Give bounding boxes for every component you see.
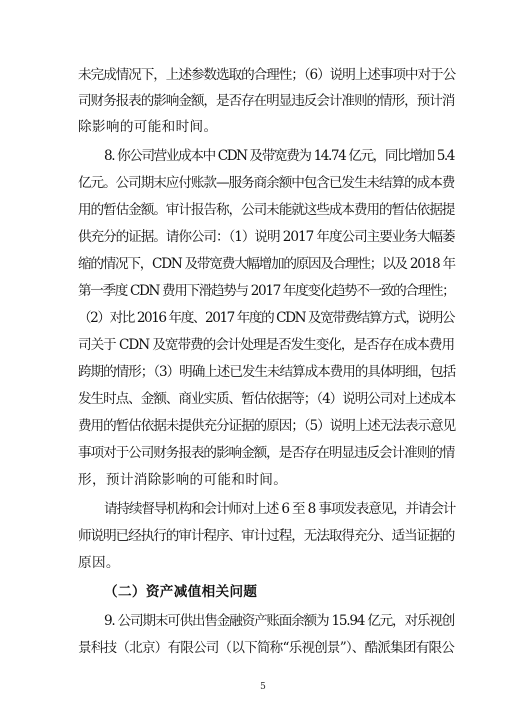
text-line: 供充分的证据。请你公司：（1）说明 2017 年度公司主要业务大幅萎 <box>78 229 455 245</box>
text-line: 跨期的情形；（3）明确上述已发生未结算成本费用的具体明细，包括 <box>78 364 456 380</box>
paragraph-8-first-line: 8. 你公司营业成本中 CDN 及带宽费为 14.74 亿元，同比增加 5.4 <box>104 148 454 164</box>
text-line: 未完成情况下，上述参数选取的合理性；（6）说明上述事项中对于公 <box>78 67 456 83</box>
text-line: （2）对比 2016 年度、2017 年度的 CDN 及宽带费结算方式，说明公 <box>78 310 454 326</box>
text-line: 形，预计消除影响的可能和时间。 <box>78 472 288 488</box>
text-line: 除影响的可能和时间。 <box>78 119 218 135</box>
text-line: 用的暂估金额。审计报告称，公司未能就这些成本费用的暂估依据提 <box>78 202 455 218</box>
text-line: 师说明已经执行的审计程序、审计过程，无法取得充分、适当证据的 <box>78 528 455 544</box>
text-line: 亿元。公司期末应付账款—服务商余额中包含已发生未结算的成本费 <box>78 175 455 191</box>
text-line: 原因。 <box>78 555 120 571</box>
section-heading: （二）资产减值相关问题 <box>104 584 258 600</box>
text-line: 景科技（北京）有限公司（以下简称“乐视创景”）、酷派集团有限公 <box>78 640 454 656</box>
text-line: 缩的情况下，CDN 及带宽费大幅增加的原因及合理性；以及 2018 年 <box>78 256 455 272</box>
page-number: 5 <box>260 682 266 692</box>
paragraph-9-first-line: 9. 公司期末可供出售金融资产账面余额为 15.94 亿元，对乐视创 <box>104 613 454 629</box>
text-line: 事项对于公司财务报表的影响金额，是否存在明显违反会计准则的情 <box>78 445 455 461</box>
text-line: 发生时点、金额、商业实质、暂估依据等；（4）说明公司对上述成本 <box>78 391 456 407</box>
text-line: 费用的暂估依据未提供充分证据的原因；（5）说明上述无法表示意见 <box>78 418 456 434</box>
opinion-paragraph-first-line: 请持续督导机构和会计师对上述 6 至 8 事项发表意见，并请会计 <box>104 501 456 517</box>
text-line: 司关于 CDN 及宽带费的会计处理是否发生变化，是否存在成本费用 <box>78 337 454 353</box>
text-line: 第一季度 CDN 费用下滑趋势与 2017 年度变化趋势不一致的合理性； <box>78 283 455 299</box>
text-line: 司财务报表的影响金额，是否存在明显违反会计准则的情形，预计消 <box>78 93 455 109</box>
